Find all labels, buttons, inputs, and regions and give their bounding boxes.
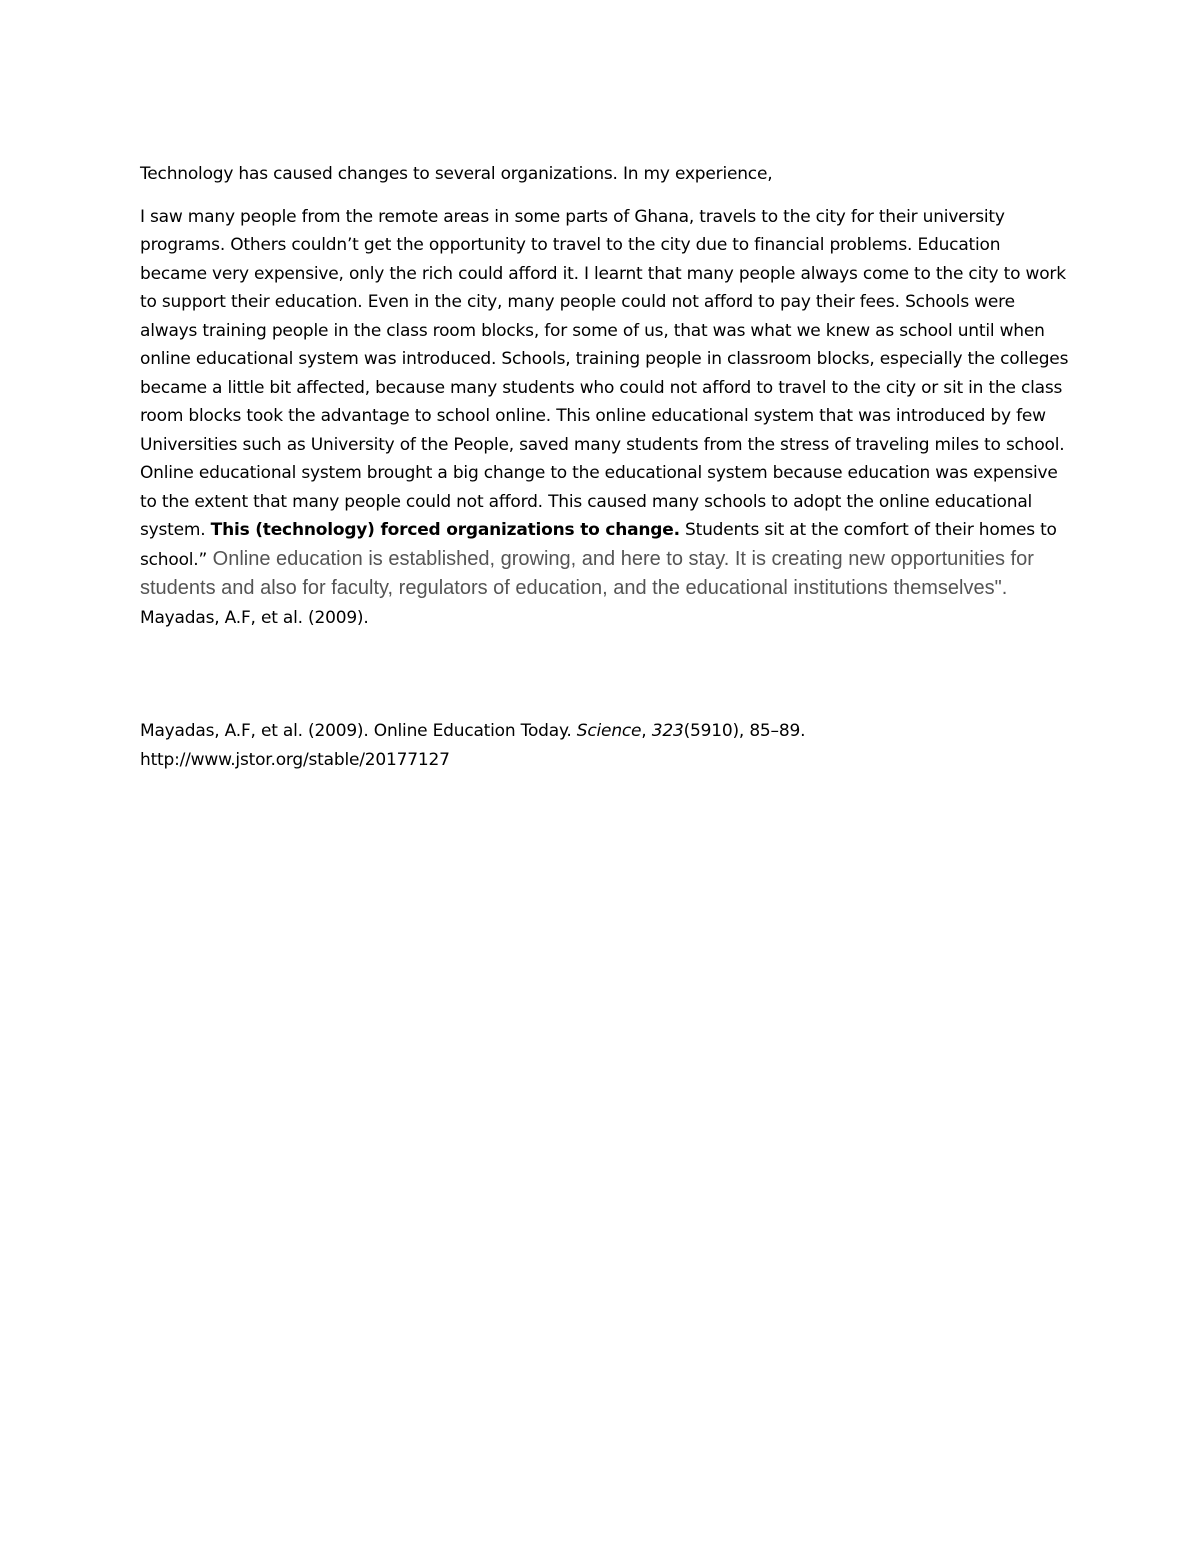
in-text-citation: Mayadas, A.F, et al. (2009). xyxy=(140,607,369,628)
quoted-passage: Online education is established, growing, and here to stay. It is creating new opportunities for students and also for faculty, regulators of education, and the educational institutions themselves". xyxy=(140,547,1034,599)
reference-journal: Science xyxy=(576,721,642,741)
reference-citation xyxy=(140,717,1070,746)
reference-volume: 323 xyxy=(651,721,684,741)
paragraph-text: I saw many people from the remote areas in some parts of Ghana, travels to the city for their university programs. Others couldn’t get the opportunity to travel to the city due to financial problems. Education became very expensive, only the rich could afford it. I learnt that many people always come to the city to work to support their education. Even in the city, many people could not afford to pay their fees. Schools were always training people in the class room blocks, for some of us, that was what we knew as school until when online educational system was introduced. Schools, training people in classroom blocks, especially the colleges became a little bit affected, because many students who could not afford to travel to the city or sit in the class room blocks took the advantage to school online. This online educational system that was introduced by few Universities such as University of the People, saved many students from the stress of traveling miles to school. Online educational system brought a big change to the educational system because education was expensive to the extent that many people could not afford. This caused many schools to adopt the online educational system. xyxy=(140,206,1069,540)
essay-body xyxy=(140,160,1070,632)
intro-paragraph: Technology has caused changes to several organizations. In my experience, xyxy=(140,164,773,184)
reference-url: http://www.jstor.org/stable/20177127 xyxy=(140,749,450,770)
main-paragraph xyxy=(140,203,1070,633)
reference-entry xyxy=(140,717,1070,774)
bold-statement: This (technology) forced organizations to change. xyxy=(210,520,680,540)
reference-separator: , xyxy=(641,721,652,741)
reference-issue-pages: (5910), 85–89. xyxy=(683,721,806,741)
paragraph-text-continued: Students sit at the comfort of their homes to school.” xyxy=(140,520,1057,570)
reference-authors-title: Mayadas, A.F, et al. (2009). Online Education Today. xyxy=(140,721,577,741)
